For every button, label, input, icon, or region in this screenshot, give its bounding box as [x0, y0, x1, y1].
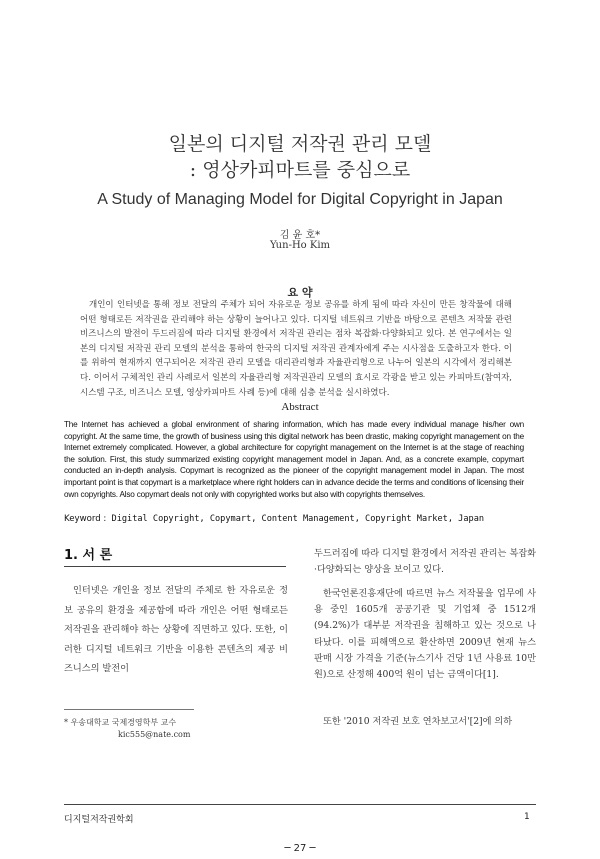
- intro-right-column-paragraph2: 또한 '2010 저작권 보호 연차보고서'[2]에 의하: [323, 716, 513, 727]
- keyword-list: Digital Copyright, Copymart, Content Management, Copyright Market, Japan: [106, 514, 485, 524]
- section-heading: 1. 서 론: [64, 548, 113, 563]
- footnote-separator: [64, 709, 194, 710]
- abstract-english: The Internet has achieved a global environment of sharing information, which has made every individual manage his/her own copyright. At the same time, the growth of business using this digital network has been drastic, making copyright management on the Internet extremely complicated. However, a global architecture for copyright management on the Internet is at the stage of reaching the solution. First, this study summarized existing copyright management model in Japan. And, as a concrete example, copymart conducted an in-depth analysis. Copymart is recognized as the pioneer of the copyright management model in Japan. The most important point is that copymart is a marketplace where right holders can in advance decide the terms and conditions of licensing their own copyrights. Also copymart deals not only with copyrighted works but also with copyrights themselves.: [64, 420, 524, 499]
- intro-right-column-paragraph1: 한국언론진흥재단에 따르면 뉴스 저작물을 업무에 사용 중인 1605개 공공기관 및 기업체 중 1512개(94.2%)가 대부분 저작권을 침해하고 있는 것으로 나타났다. 이를 피해액으로 환산하면 2009년 현재 뉴스 판매 시장 가격을 기준(뉴스기사 건당 1년 사용료 10만 원)으로 산정해 400억 원이 넘는 금액이다[1].: [314, 588, 536, 681]
- abstract-english-heading: Abstract: [281, 401, 319, 413]
- author-english: Yun-Ho Kim: [269, 240, 331, 251]
- abstract-korean-heading: 요 약: [287, 286, 313, 299]
- footer-rule: [64, 804, 536, 805]
- title-english: A Study of Managing Model for Digital Copyright in Japan: [97, 191, 503, 208]
- author-korean: 김 윤 호*: [279, 230, 321, 241]
- footnote-affiliation: * 우송대학교 국제경영학부 교수: [64, 718, 177, 727]
- footnote-email: kic555@nate.com: [118, 730, 191, 739]
- journal-name: 디지털저작권학회: [64, 815, 134, 825]
- section-heading-underline: [64, 566, 286, 567]
- keywords-line: [64, 514, 544, 524]
- title-korean-line2: : 영상카피마트를 중심으로: [189, 159, 411, 181]
- intro-left-column: 인터넷은 개인을 정보 전달의 주체로 한 자유로운 정보 공유의 환경을 제공함에 따라 개인은 어떤 형태로든 저작권을 관리해야 하는 상황에 직면하고 있다. 또한, 이러한 디지털 네트워크 기반을 이용한 콘텐츠의 제공 비즈니스의 발전이: [64, 585, 288, 675]
- intro-right-column-continuation: 두드러짐에 따라 디지털 환경에서 저작권 관리는 복잡화·다양화되는 양상을 보이고 있다.: [314, 548, 536, 576]
- abstract-korean: 개인이 인터넷을 통해 정보 전달의 주체가 되어 자유로운 정보 공유를 하게 됨에 따라 자신이 만든 창작물에 대해 어떤 형태로든 저작권을 관리해야 하는 상황이 늘어나고 있다. 디지털 네트워크 기반을 바탕으로 콘텐츠 저작물 관련 비즈니스의 발전이 두드러짐에 따라 디지털 환경에서 저작권 관리는 점차 복잡화·다양화되고 있다. 본 연구에서는 일본의 디지털 저작권 관리 모델의 분석을 통하여 한국의 디지털 저작권 관계자에게 주는 시사점을 도출하고자 한다. 이를 위하여 현재까지 연구되어온 저작권 관리 모델을 대리관리형과 자율관리형으로 나누어 일본의 시각에서 정리해본다. 이어서 구체적인 관리 사례로서 일본의 자율관리형 저작권관리 모델의 효시로 각광을 받고 있는 카피마트(참여자, 시스템 구조, 비즈니스 모델, 영상카피마트 사례 등)에 대해 심층 분석을 실시하였다.: [80, 300, 512, 398]
- keyword-label: Keyword :: [64, 514, 107, 524]
- issue-number: 1: [524, 812, 530, 822]
- title-korean-line1: 일본의 디지털 저작권 관리 모델: [168, 133, 432, 155]
- page-number: ─ 27 ─: [284, 843, 316, 854]
